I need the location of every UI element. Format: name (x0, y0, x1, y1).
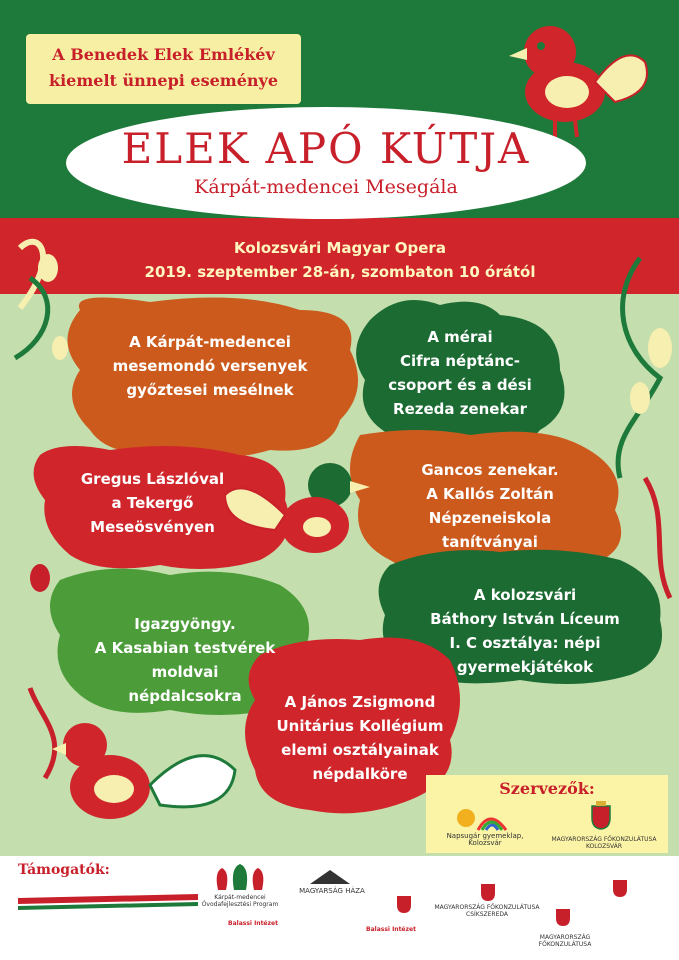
venue-line-1: Kolozsvári Magyar Opera (234, 239, 446, 257)
program-line: Gregus Lászlóval (80, 470, 225, 488)
supporter-logo-4: Balassi Intézet (228, 920, 278, 927)
program-line: I. C osztálya: népi (449, 634, 601, 652)
coat-of-arms-icon (396, 892, 412, 914)
house-logo-icon (308, 868, 352, 886)
program-line: Rezeda zenekar (393, 400, 527, 418)
bird-icon (505, 12, 655, 142)
coat-of-arms-icon (590, 800, 612, 830)
program-line: A János Zsigmond (284, 693, 436, 711)
hungarian-flag-logo-icon (18, 890, 198, 920)
program-line: A kolozsvári (473, 586, 577, 604)
program-line: Meseösvényen (90, 518, 215, 536)
program-line: A Kallós Zoltán (426, 485, 554, 503)
program-line: Unitárius Kollégium (276, 717, 444, 735)
program-line: Igazgyöngy. (134, 615, 236, 633)
supporter-logo-6: MAGYARORSZÁG FŐKONZULÁTUSA (538, 934, 592, 948)
program-item-2 (365, 325, 555, 421)
program-line: A mérai (427, 328, 493, 346)
program-line: Gancos zenekar. (421, 461, 559, 479)
program-line: moldvai (151, 663, 219, 681)
organizer-2-line-1: MAGYARORSZÁG FŐKONZULÁTUSA (551, 836, 657, 843)
program-line: a Tekergő (111, 494, 194, 512)
program-item-5 (400, 583, 650, 679)
supporter-logo-2: MAGYARSÁG HÁZA (299, 887, 365, 895)
organizer-2 (542, 836, 666, 850)
organizer-1-line-2: Kolozsvár (468, 839, 502, 847)
program-item-1 (80, 330, 340, 402)
page-title: ELEK APÓ KÚTJA (121, 124, 531, 173)
supporter-logo-1: Kárpát-medencei Óvodafejlesztési Program (201, 894, 279, 908)
supporters-label: Támogatók: (18, 862, 110, 878)
organizer-2-line-2: KOLOZSVÁR (585, 843, 623, 850)
program-line: népdalköre (312, 765, 408, 783)
supporter-logo-5: Balassi Intézet (366, 926, 416, 933)
venue-line-2: 2019. szeptember 28-án, szombaton 10 órától (144, 263, 536, 281)
program-line: gyermekjátékok (456, 658, 594, 676)
supporter-logo-3: MAGYARORSZÁG FŐKONZULÁTUSA CSÍKSZEREDA (434, 904, 540, 918)
program-line: győztesei mesélnek (126, 381, 294, 399)
tulip-logo-icon (210, 862, 270, 892)
program-line: Báthory István Líceum (430, 610, 620, 628)
program-line: Népzeneiskola (428, 509, 552, 527)
program-line: csoport és a dési (388, 376, 532, 394)
program-item-3 (40, 467, 265, 539)
coat-of-arms-icon (612, 876, 628, 898)
program-line: tanítványai (442, 533, 538, 551)
badge-line-1: A Benedek Elek Emlékév (52, 45, 275, 64)
badge-line-2: kiemelt ünnepi eseménye (49, 71, 278, 90)
bird-icon (50, 715, 240, 835)
badge-box (26, 34, 301, 104)
program-line: elemi osztályainak (281, 741, 439, 759)
organizers-title: Szervezők: (499, 779, 595, 798)
organizer-1 (430, 833, 540, 847)
venue-info (80, 236, 600, 284)
program-line: A Kárpát-medencei (129, 333, 291, 351)
program-item-4 (385, 458, 595, 554)
program-line: mesemondó versenyek (112, 357, 308, 375)
organizer-1-line-1: Napsugár gyemeklap, (446, 832, 524, 840)
coat-of-arms-icon (555, 905, 571, 927)
coat-of-arms-icon (480, 880, 496, 902)
program-line: népdalcsokra (128, 687, 242, 705)
sun-rainbow-logo-icon (448, 802, 508, 832)
program-line: Cifra néptánc- (399, 352, 521, 370)
program-line: A Kasabian testvérek (94, 639, 276, 657)
program-item-7 (265, 690, 455, 786)
page-subtitle: Kárpát-medencei Mesegála (194, 176, 458, 198)
